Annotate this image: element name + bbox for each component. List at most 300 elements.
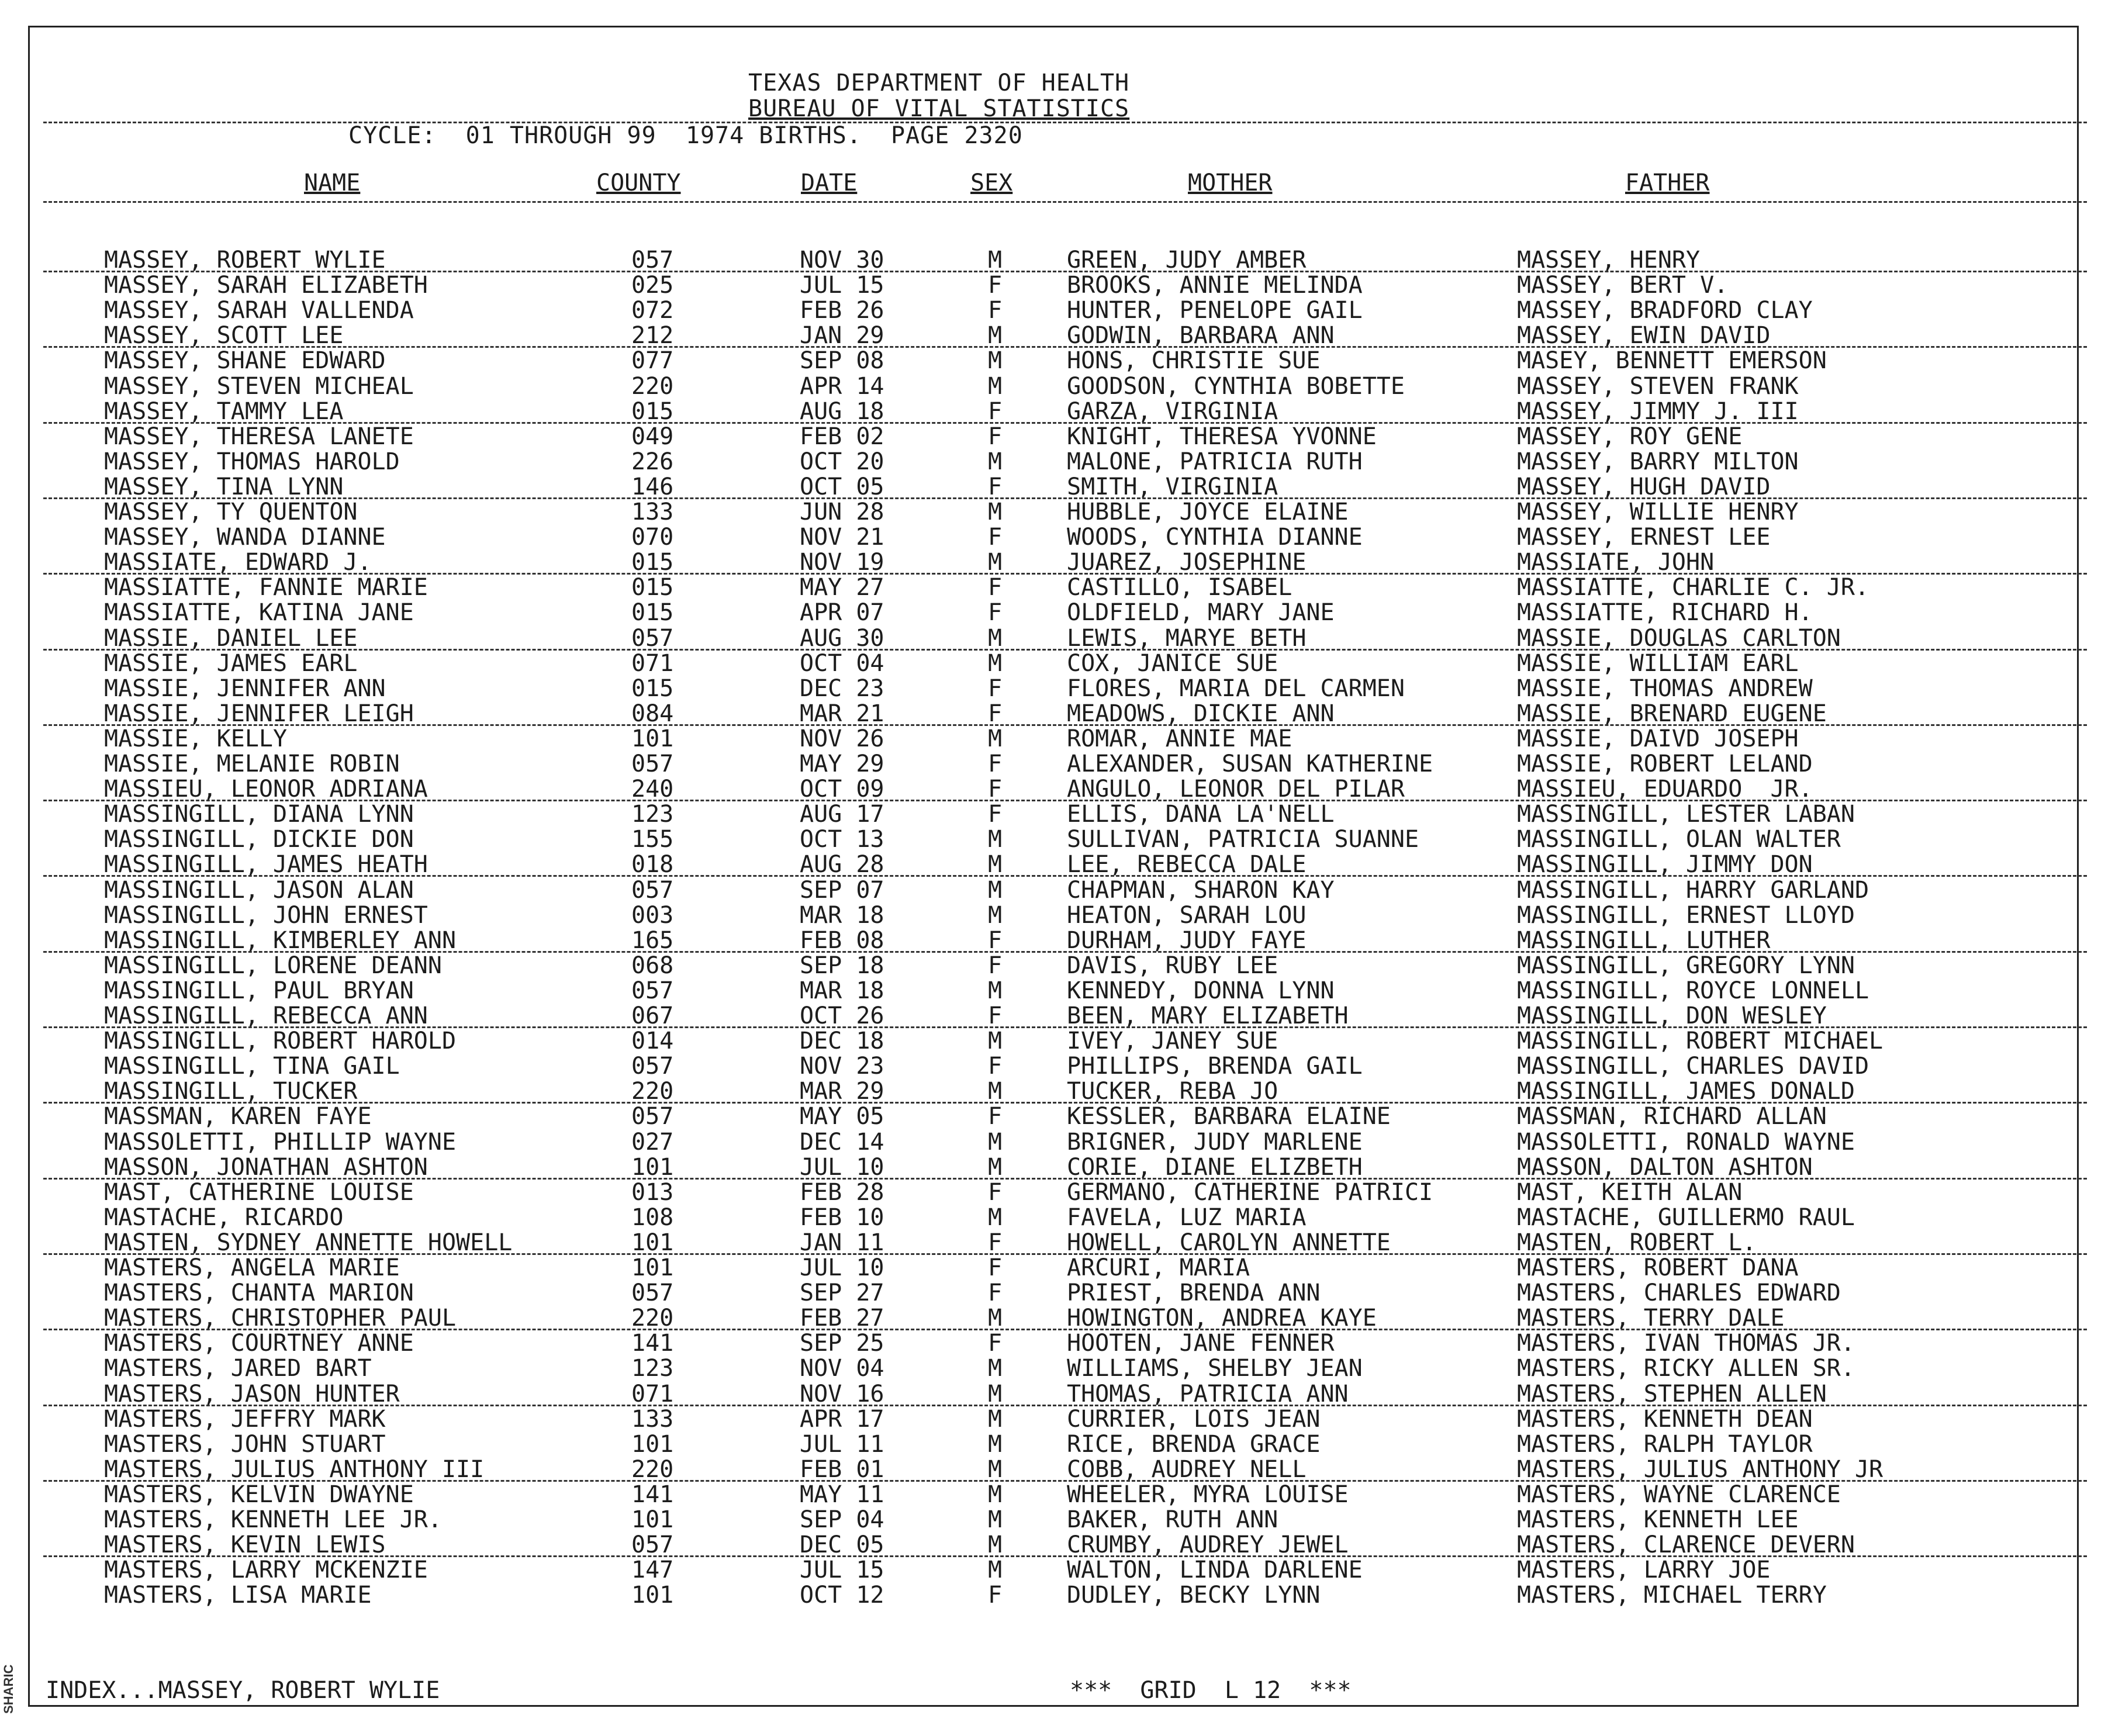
record-county: 133 <box>631 1405 674 1433</box>
record-county: 015 <box>631 599 674 627</box>
record-mother: RICE, BRENDA GRACE <box>1067 1430 1321 1458</box>
record-name: MASSINGILL, DIANA LYNN <box>104 801 414 828</box>
record-father: MASSIE, ROBERT LELAND <box>1517 751 1813 777</box>
record-mother: BROOKS, ANNIE MELINDA <box>1067 272 1363 299</box>
record-father: MASSIE, BRENARD EUGENE <box>1517 700 1827 727</box>
record-name: MASSMAN, KAREN FAYE <box>104 1103 372 1130</box>
record-name: MASTERS, JEFFRY MARK <box>104 1405 386 1433</box>
record-father: MASSEY, STEVEN FRANK <box>1517 372 1799 400</box>
record-name: MASSINGILL, REBECCA ANN <box>104 1002 428 1029</box>
record-mother: MALONE, PATRICIA RUTH <box>1067 448 1363 475</box>
record-name: MASSEY, TY QUENTON <box>104 499 358 525</box>
record-county: 220 <box>631 1305 674 1332</box>
record-name: MASSINGILL, JASON ALAN <box>104 876 414 904</box>
record-father: MASSEY, JIMMY J. III <box>1517 397 1799 425</box>
record-sex: M <box>988 901 1003 929</box>
record-row <box>0 1079 2115 1104</box>
record-name: MASSEY, STEVEN MICHEAL <box>104 372 414 400</box>
record-name: MASSEY, THERESA LANETE <box>104 423 414 450</box>
record-mother: COBB, AUDREY NELL <box>1067 1455 1307 1483</box>
record-county: 049 <box>631 423 674 450</box>
record-date: MAY 11 <box>800 1481 884 1508</box>
record-name: MASTEN, SYDNEY ANNETTE HOWELL <box>104 1229 513 1256</box>
record-name: MASSINGILL, DICKIE DON <box>104 826 414 853</box>
record-row <box>0 928 2115 953</box>
record-date: NOV 23 <box>800 1053 884 1080</box>
record-row <box>0 1281 2115 1306</box>
record-mother: KNIGHT, THERESA YVONNE <box>1067 423 1377 450</box>
record-date: FEB 27 <box>800 1305 884 1332</box>
record-father: MASSINGILL, LESTER LABAN <box>1517 801 1855 828</box>
record-date: MAR 29 <box>800 1078 884 1105</box>
record-date: MAY 29 <box>800 751 884 777</box>
record-row <box>0 298 2115 323</box>
record-row <box>0 248 2115 273</box>
record-date: DEC 05 <box>800 1531 884 1559</box>
record-father: MASSEY, BERT V. <box>1517 272 1729 299</box>
record-row <box>0 424 2115 449</box>
record-county: 057 <box>631 751 674 777</box>
record-sex: M <box>988 1531 1003 1559</box>
record-father: MASSMAN, RICHARD ALLAN <box>1517 1103 1827 1130</box>
record-county: 133 <box>631 499 674 525</box>
record-mother: GODWIN, BARBARA ANN <box>1067 322 1335 350</box>
record-name: MASSINGILL, JOHN ERNEST <box>104 901 428 929</box>
record-mother: ALEXANDER, SUSAN KATHERINE <box>1067 751 1433 777</box>
record-father: MASSEY, EWIN DAVID <box>1517 322 1771 350</box>
record-name: MASSIE, KELLY <box>104 725 288 752</box>
record-date: JUN 28 <box>800 499 884 525</box>
record-date: AUG 18 <box>800 397 884 425</box>
record-date: OCT 12 <box>800 1582 884 1609</box>
record-date: OCT 05 <box>800 473 884 500</box>
record-county: 146 <box>631 473 674 500</box>
record-mother: CASTILLO, ISABEL <box>1067 574 1292 601</box>
record-row <box>0 1407 2115 1432</box>
record-name: MASSOLETTI, PHILLIP WAYNE <box>104 1128 457 1156</box>
record-row <box>0 500 2115 525</box>
record-county: 018 <box>631 851 674 879</box>
record-row <box>0 273 2115 298</box>
record-father: MASTEN, ROBERT L. <box>1517 1229 1757 1256</box>
record-row <box>0 878 2115 903</box>
record-county: 067 <box>631 1002 674 1029</box>
record-sex: M <box>988 1204 1003 1231</box>
record-row <box>0 978 2115 1004</box>
record-sex: M <box>988 1506 1003 1533</box>
record-county: 077 <box>631 347 674 375</box>
record-row <box>0 1533 2115 1558</box>
record-county: 123 <box>631 801 674 828</box>
record-county: 141 <box>631 1481 674 1508</box>
record-mother: GARZA, VIRGINIA <box>1067 397 1278 425</box>
record-county: 071 <box>631 1380 674 1408</box>
record-sex: F <box>988 952 1003 979</box>
record-father: MASSEY, BARRY MILTON <box>1517 448 1799 475</box>
record-row <box>0 676 2115 701</box>
record-date: NOV 21 <box>800 524 884 551</box>
record-date: JUL 15 <box>800 1557 884 1584</box>
record-mother: DURHAM, JUDY FAYE <box>1067 926 1307 954</box>
record-sex: M <box>988 1380 1003 1408</box>
record-father: MASSIEU, EDUARDO JR. <box>1517 776 1813 803</box>
record-father: MASSEY, HENRY <box>1517 247 1701 274</box>
record-father: MASTERS, IVAN THOMAS JR. <box>1517 1330 1855 1357</box>
record-sex: F <box>988 1254 1003 1281</box>
record-date: DEC 23 <box>800 675 884 702</box>
record-name: MASSIATTE, KATINA JANE <box>104 599 414 627</box>
record-row <box>0 1256 2115 1281</box>
record-county: 057 <box>631 977 674 1004</box>
record-mother: CHAPMAN, SHARON KAY <box>1067 876 1335 904</box>
record-father: MASTERS, TERRY DALE <box>1517 1305 1785 1332</box>
record-mother: ARCURI, MARIA <box>1067 1254 1250 1281</box>
record-father: MASTERS, STEPHEN ALLEN <box>1517 1380 1827 1408</box>
record-row <box>0 449 2115 475</box>
record-mother: GOODSON, CYNTHIA BOBETTE <box>1067 372 1405 400</box>
cycle-line: CYCLE: 01 THROUGH 99 1974 BIRTHS. PAGE 2320 <box>348 122 1023 149</box>
record-date: APR 14 <box>800 372 884 400</box>
record-mother: KENNEDY, DONNA LYNN <box>1067 977 1335 1004</box>
record-date: NOV 04 <box>800 1355 884 1382</box>
record-sex: M <box>988 1455 1003 1483</box>
record-mother: BAKER, RUTH ANN <box>1067 1506 1278 1533</box>
record-sex: M <box>988 322 1003 350</box>
record-date: APR 17 <box>800 1405 884 1433</box>
record-father: MASTACHE, GUILLERMO RAUL <box>1517 1204 1855 1231</box>
record-father: MASTERS, MICHAEL TERRY <box>1517 1582 1827 1609</box>
record-row <box>0 1004 2115 1029</box>
record-row <box>0 1507 2115 1533</box>
record-date: APR 07 <box>800 599 884 627</box>
record-sex: M <box>988 1355 1003 1382</box>
record-date: FEB 01 <box>800 1455 884 1483</box>
record-name: MASSINGILL, TUCKER <box>104 1078 358 1105</box>
record-row <box>0 1382 2115 1407</box>
record-row <box>0 1306 2115 1331</box>
record-county: 141 <box>631 1330 674 1357</box>
record-name: MASSINGILL, TINA GAIL <box>104 1053 400 1080</box>
record-row <box>0 827 2115 852</box>
record-row <box>0 953 2115 978</box>
record-mother: CRUMBY, AUDREY JEWEL <box>1067 1531 1349 1559</box>
record-date: AUG 30 <box>800 624 884 652</box>
record-row <box>0 399 2115 424</box>
record-sex: F <box>988 1229 1003 1256</box>
record-father: MASSEY, BRADFORD CLAY <box>1517 297 1813 324</box>
record-sex: F <box>988 751 1003 777</box>
record-row <box>0 1180 2115 1205</box>
record-sex: F <box>988 397 1003 425</box>
record-mother: OLDFIELD, MARY JANE <box>1067 599 1335 627</box>
record-father: MASSINGILL, ROBERT MICHAEL <box>1517 1028 1884 1055</box>
record-county: 101 <box>631 1506 674 1533</box>
record-row <box>0 802 2115 827</box>
record-date: JAN 11 <box>800 1229 884 1256</box>
record-mother: FLORES, MARIA DEL CARMEN <box>1067 675 1405 702</box>
record-mother: BRIGNER, JUDY MARLENE <box>1067 1128 1363 1156</box>
record-sex: M <box>988 725 1003 752</box>
record-date: FEB 26 <box>800 297 884 324</box>
record-sex: F <box>988 926 1003 954</box>
record-father: MASSOLETTI, RONALD WAYNE <box>1517 1128 1855 1156</box>
record-sex: F <box>988 1053 1003 1080</box>
record-name: MASTERS, LARRY MCKENZIE <box>104 1557 428 1584</box>
record-father: MASSEY, WILLIE HENRY <box>1517 499 1799 525</box>
record-mother: LEE, REBECCA DALE <box>1067 851 1307 879</box>
record-row <box>0 374 2115 399</box>
record-name: MASSINGILL, ROBERT HAROLD <box>104 1028 457 1055</box>
record-name: MASTACHE, RICARDO <box>104 1204 344 1231</box>
record-sex: F <box>988 1178 1003 1206</box>
record-sex: M <box>988 247 1003 274</box>
record-mother: IVEY, JANEY SUE <box>1067 1028 1278 1055</box>
record-father: MASTERS, KENNETH DEAN <box>1517 1405 1813 1433</box>
record-name: MASSIATE, EDWARD J. <box>104 549 372 576</box>
record-name: MASTERS, JARED BART <box>104 1355 372 1382</box>
record-sex: M <box>988 1028 1003 1055</box>
record-sex: M <box>988 1481 1003 1508</box>
record-father: MASSIE, DOUGLAS CARLTON <box>1517 624 1841 652</box>
record-date: NOV 16 <box>800 1380 884 1408</box>
record-mother: FAVELA, LUZ MARIA <box>1067 1204 1307 1231</box>
record-father: MASSINGILL, DON WESLEY <box>1517 1002 1827 1029</box>
record-sex: M <box>988 1430 1003 1458</box>
record-date: OCT 26 <box>800 1002 884 1029</box>
side-stamp: SHARIC <box>1 1664 16 1714</box>
record-father: MASTERS, ROBERT DANA <box>1517 1254 1799 1281</box>
record-sex: M <box>988 549 1003 576</box>
record-county: 123 <box>631 1355 674 1382</box>
record-sex: M <box>988 851 1003 879</box>
record-date: NOV 19 <box>800 549 884 576</box>
record-mother: DAVIS, RUBY LEE <box>1067 952 1278 979</box>
record-county: 025 <box>631 272 674 299</box>
record-mother: WALTON, LINDA DARLENE <box>1067 1557 1363 1584</box>
record-county: 003 <box>631 901 674 929</box>
record-name: MASSIE, JENNIFER LEIGH <box>104 700 414 727</box>
record-row <box>0 1029 2115 1054</box>
record-name: MASTERS, COURTNEY ANNE <box>104 1330 414 1357</box>
record-row <box>0 323 2115 348</box>
record-date: SEP 25 <box>800 1330 884 1357</box>
record-date: MAR 18 <box>800 977 884 1004</box>
record-mother: SMITH, VIRGINIA <box>1067 473 1278 500</box>
record-row <box>0 348 2115 374</box>
record-sex: F <box>988 524 1003 551</box>
record-mother: COX, JANICE SUE <box>1067 649 1278 677</box>
record-row <box>0 1356 2115 1381</box>
record-name: MASTERS, JASON HUNTER <box>104 1380 400 1408</box>
record-mother: HOWINGTON, ANDREA KAYE <box>1067 1305 1377 1332</box>
record-sex: M <box>988 1405 1003 1433</box>
record-father: MASSINGILL, JAMES DONALD <box>1517 1078 1855 1105</box>
record-date: JAN 29 <box>800 322 884 350</box>
record-row <box>0 626 2115 651</box>
record-county: 057 <box>631 624 674 652</box>
record-father: MASTERS, CLARENCE DEVERN <box>1517 1531 1855 1559</box>
record-county: 072 <box>631 297 674 324</box>
record-father: MASSINGILL, LUTHER <box>1517 926 1771 954</box>
record-date: FEB 28 <box>800 1178 884 1206</box>
record-father: MASTERS, KENNETH LEE <box>1517 1506 1799 1533</box>
record-county: 070 <box>631 524 674 551</box>
record-father: MASSINGILL, GREGORY LYNN <box>1517 952 1855 979</box>
record-county: 071 <box>631 649 674 677</box>
record-date: SEP 07 <box>800 876 884 904</box>
record-row <box>0 575 2115 600</box>
column-header-date: DATE <box>801 170 858 196</box>
record-county: 101 <box>631 1430 674 1458</box>
grid-label: *** GRID L 12 *** <box>1070 1677 1352 1704</box>
record-sex: M <box>988 1078 1003 1105</box>
record-father: MASSEY, ROY GENE <box>1517 423 1743 450</box>
record-sex: F <box>988 1002 1003 1029</box>
record-mother: SULLIVAN, PATRICIA SUANNE <box>1067 826 1419 853</box>
record-father: MASSINGILL, JIMMY DON <box>1517 851 1813 879</box>
record-sex: F <box>988 1330 1003 1357</box>
record-county: 015 <box>631 574 674 601</box>
record-row <box>0 1482 2115 1507</box>
record-row <box>0 1104 2115 1129</box>
record-row <box>0 1054 2115 1079</box>
record-sex: F <box>988 776 1003 803</box>
record-mother: LEWIS, MARYE BETH <box>1067 624 1307 652</box>
record-mother: GREEN, JUDY AMBER <box>1067 247 1307 274</box>
record-mother: THOMAS, PATRICIA ANN <box>1067 1380 1349 1408</box>
record-name: MAST, CATHERINE LOUISE <box>104 1178 414 1206</box>
record-date: MAR 21 <box>800 700 884 727</box>
record-county: 155 <box>631 826 674 853</box>
record-sex: F <box>988 272 1003 299</box>
record-date: NOV 30 <box>800 247 884 274</box>
record-sex: M <box>988 372 1003 400</box>
record-mother: PHILLIPS, BRENDA GAIL <box>1067 1053 1363 1080</box>
record-father: MASSIE, DAIVD JOSEPH <box>1517 725 1799 752</box>
record-row <box>0 1432 2115 1457</box>
record-mother: HEATON, SARAH LOU <box>1067 901 1307 929</box>
record-county: 220 <box>631 1078 674 1105</box>
record-date: SEP 18 <box>800 952 884 979</box>
record-mother: ROMAR, ANNIE MAE <box>1067 725 1292 752</box>
record-mother: ELLIS, DANA LA'NELL <box>1067 801 1335 828</box>
record-mother: MEADOWS, DICKIE ANN <box>1067 700 1335 727</box>
record-sex: M <box>988 1305 1003 1332</box>
column-header-mother: MOTHER <box>1188 170 1273 196</box>
record-name: MASSEY, SCOTT LEE <box>104 322 344 350</box>
record-name: MASSEY, SARAH VALLENDA <box>104 297 414 324</box>
record-sex: F <box>988 574 1003 601</box>
record-county: 147 <box>631 1557 674 1584</box>
record-sex: M <box>988 826 1003 853</box>
record-name: MASTERS, JOHN STUART <box>104 1430 386 1458</box>
record-father: MASTERS, WAYNE CLARENCE <box>1517 1481 1841 1508</box>
record-name: MASSIE, JAMES EARL <box>104 649 358 677</box>
record-name: MASTERS, ANGELA MARIE <box>104 1254 400 1281</box>
record-row <box>0 701 2115 727</box>
record-sex: F <box>988 1279 1003 1307</box>
record-county: 057 <box>631 1053 674 1080</box>
record-name: MASSIATTE, FANNIE MARIE <box>104 574 428 601</box>
record-sex: M <box>988 499 1003 525</box>
record-name: MASSON, JONATHAN ASHTON <box>104 1153 428 1181</box>
record-name: MASTERS, JULIUS ANTHONY III <box>104 1455 485 1483</box>
record-mother: CORIE, DIANE ELIZBETH <box>1067 1153 1363 1181</box>
header-agency: TEXAS DEPARTMENT OF HEALTH <box>748 70 1130 96</box>
record-county: 212 <box>631 322 674 350</box>
record-sex: M <box>988 1153 1003 1181</box>
record-county: 101 <box>631 1153 674 1181</box>
record-sex: M <box>988 649 1003 677</box>
record-row <box>0 475 2115 500</box>
record-father: MASSINGILL, CHARLES DAVID <box>1517 1053 1869 1080</box>
record-county: 226 <box>631 448 674 475</box>
record-date: AUG 28 <box>800 851 884 879</box>
record-date: OCT 04 <box>800 649 884 677</box>
record-name: MASTERS, KELVIN DWAYNE <box>104 1481 414 1508</box>
record-name: MASSEY, THOMAS HAROLD <box>104 448 400 475</box>
record-row <box>0 600 2115 625</box>
record-county: 240 <box>631 776 674 803</box>
record-date: JUL 10 <box>800 1153 884 1181</box>
record-name: MASTERS, LISA MARIE <box>104 1582 372 1609</box>
record-row <box>0 1558 2115 1583</box>
record-name: MASSEY, TAMMY LEA <box>104 397 344 425</box>
record-name: MASSINGILL, PAUL BRYAN <box>104 977 414 1004</box>
record-sex: F <box>988 473 1003 500</box>
record-father: MASSIATTE, CHARLIE C. JR. <box>1517 574 1869 601</box>
record-father: MASSINGILL, ROYCE LONNELL <box>1517 977 1869 1004</box>
record-mother: JUAREZ, JOSEPHINE <box>1067 549 1307 576</box>
record-county: 057 <box>631 1103 674 1130</box>
record-sex: M <box>988 624 1003 652</box>
record-sex: F <box>988 423 1003 450</box>
record-sex: F <box>988 700 1003 727</box>
record-county: 015 <box>631 549 674 576</box>
record-date: SEP 04 <box>800 1506 884 1533</box>
record-name: MASSIE, JENNIFER ANN <box>104 675 386 702</box>
index-label: INDEX...MASSEY, ROBERT WYLIE <box>46 1677 440 1704</box>
record-name: MASSEY, SARAH ELIZABETH <box>104 272 428 299</box>
record-date: AUG 17 <box>800 801 884 828</box>
record-county: 027 <box>631 1128 674 1156</box>
record-county: 013 <box>631 1178 674 1206</box>
record-row <box>0 852 2115 877</box>
record-father: MASSIE, WILLIAM EARL <box>1517 649 1799 677</box>
record-mother: CURRIER, LOIS JEAN <box>1067 1405 1321 1433</box>
record-date: OCT 20 <box>800 448 884 475</box>
record-row <box>0 1331 2115 1356</box>
record-row <box>0 525 2115 550</box>
column-header-county: COUNTY <box>596 170 681 196</box>
record-sex: M <box>988 876 1003 904</box>
record-date: DEC 18 <box>800 1028 884 1055</box>
record-name: MASTERS, KENNETH LEE JR. <box>104 1506 442 1533</box>
record-name: MASTERS, KEVIN LEWIS <box>104 1531 386 1559</box>
record-county: 101 <box>631 725 674 752</box>
record-father: MASTERS, LARRY JOE <box>1517 1557 1771 1584</box>
record-date: FEB 10 <box>800 1204 884 1231</box>
record-mother: HOWELL, CAROLYN ANNETTE <box>1067 1229 1391 1256</box>
record-sex: M <box>988 448 1003 475</box>
record-sex: F <box>988 297 1003 324</box>
record-mother: ANGULO, LEONOR DEL PILAR <box>1067 776 1405 803</box>
record-county: 108 <box>631 1204 674 1231</box>
record-date: JUL 11 <box>800 1430 884 1458</box>
record-mother: TUCKER, REBA JO <box>1067 1078 1278 1105</box>
column-header-father: FATHER <box>1625 170 1710 196</box>
record-county: 014 <box>631 1028 674 1055</box>
